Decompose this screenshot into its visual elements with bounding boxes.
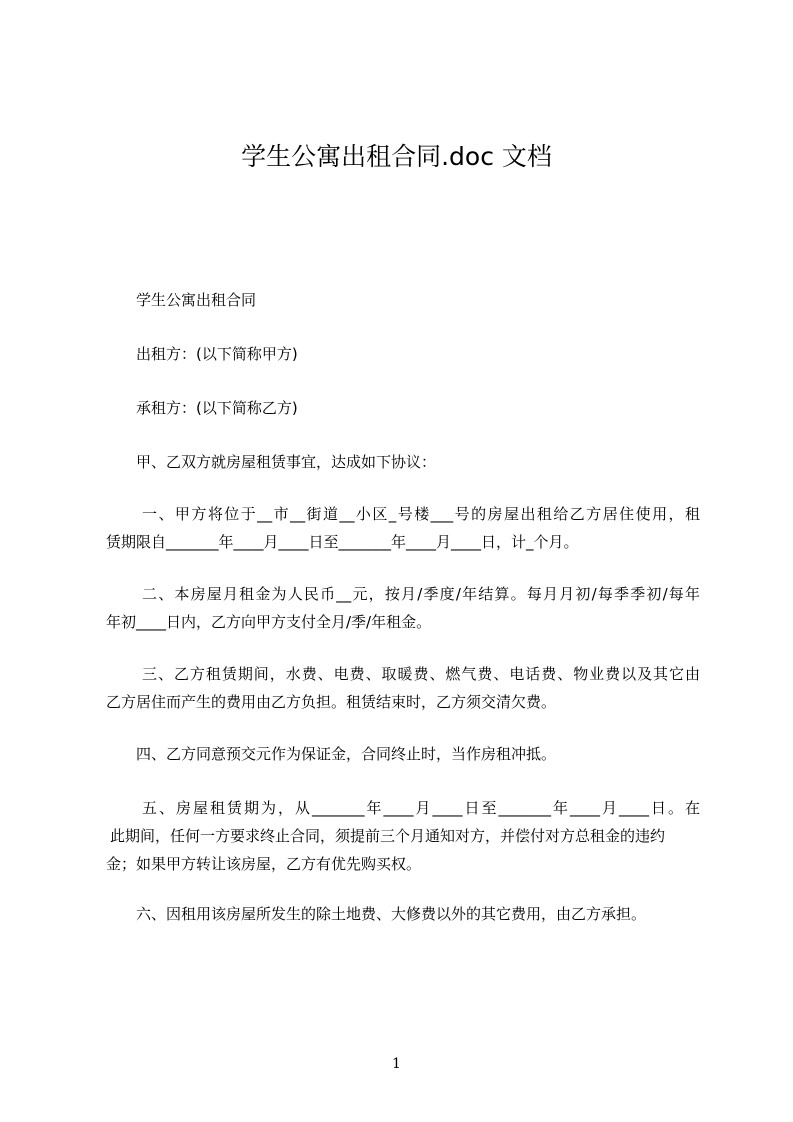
paragraph-clause-1 bbox=[106, 500, 700, 556]
paragraph-line: 金；如果甲方转让该房屋，乙方有优先购买权。 bbox=[106, 855, 422, 873]
paragraph-line: 乙方居住而产生的费用由乙方负担。租赁结束时，乙方须交清欠费。 bbox=[106, 693, 557, 711]
paragraph-line: 三、乙方租赁期间，水费、电费、取暖费、燃气费、电话费、物业费以及其它由 bbox=[142, 665, 700, 683]
paragraph-lessor bbox=[106, 340, 700, 368]
paragraph-line: 六、因租用该房屋所发生的除土地费、大修费以外的其它费用，由乙方承担。 bbox=[136, 905, 647, 923]
paragraph-agreement-intro bbox=[106, 448, 700, 476]
paragraph-line: 赁期限自_______年____月____日至_______年____月____日，计_个月。 bbox=[106, 533, 579, 551]
paragraph-line: 四、乙方同意预交元作为保证金，合同终止时，当作房租冲抵。 bbox=[136, 745, 557, 763]
paragraph-line: 二、本房屋月租金为人民币__元，按月/季度/年结算。每月月初/每季季初/每年 bbox=[142, 585, 700, 603]
paragraph-line: 承租方：(以下简称乙方) bbox=[136, 399, 298, 417]
paragraph-clause-2 bbox=[106, 580, 700, 636]
paragraph-line: 五、房屋租赁期为，从_______年____月____日至_______年____月____日。在 bbox=[142, 799, 700, 817]
paragraph-line: 出租方：(以下简称甲方) bbox=[136, 345, 298, 363]
paragraph-line: 甲、乙双方就房屋租赁事宜，达成如下协议： bbox=[136, 453, 437, 471]
document-title: 学生公寓出租合同.doc 文档 bbox=[241, 142, 552, 171]
page-number: 1 bbox=[392, 1056, 401, 1072]
paragraph-line: 年初____日内，乙方向甲方支付全月/季/年租金。 bbox=[106, 613, 432, 631]
paragraph-contract-heading bbox=[106, 286, 700, 314]
paragraph-clause-6 bbox=[106, 900, 700, 928]
paragraph-clause-4 bbox=[106, 740, 700, 768]
paragraph-lessee bbox=[106, 394, 700, 422]
paragraph-clause-3 bbox=[106, 660, 700, 716]
paragraph-clause-5 bbox=[106, 794, 700, 878]
paragraph-line: 一、甲方将位于__市__街道__小区_号楼___号的房屋出租给乙方居住使用，租 bbox=[142, 505, 700, 523]
paragraph-line: 此期间，任何一方要求终止合同，须提前三个月通知对方，并偿付对方总租金的违约 bbox=[110, 827, 666, 845]
paragraph-line: 学生公寓出租合同 bbox=[136, 291, 257, 309]
